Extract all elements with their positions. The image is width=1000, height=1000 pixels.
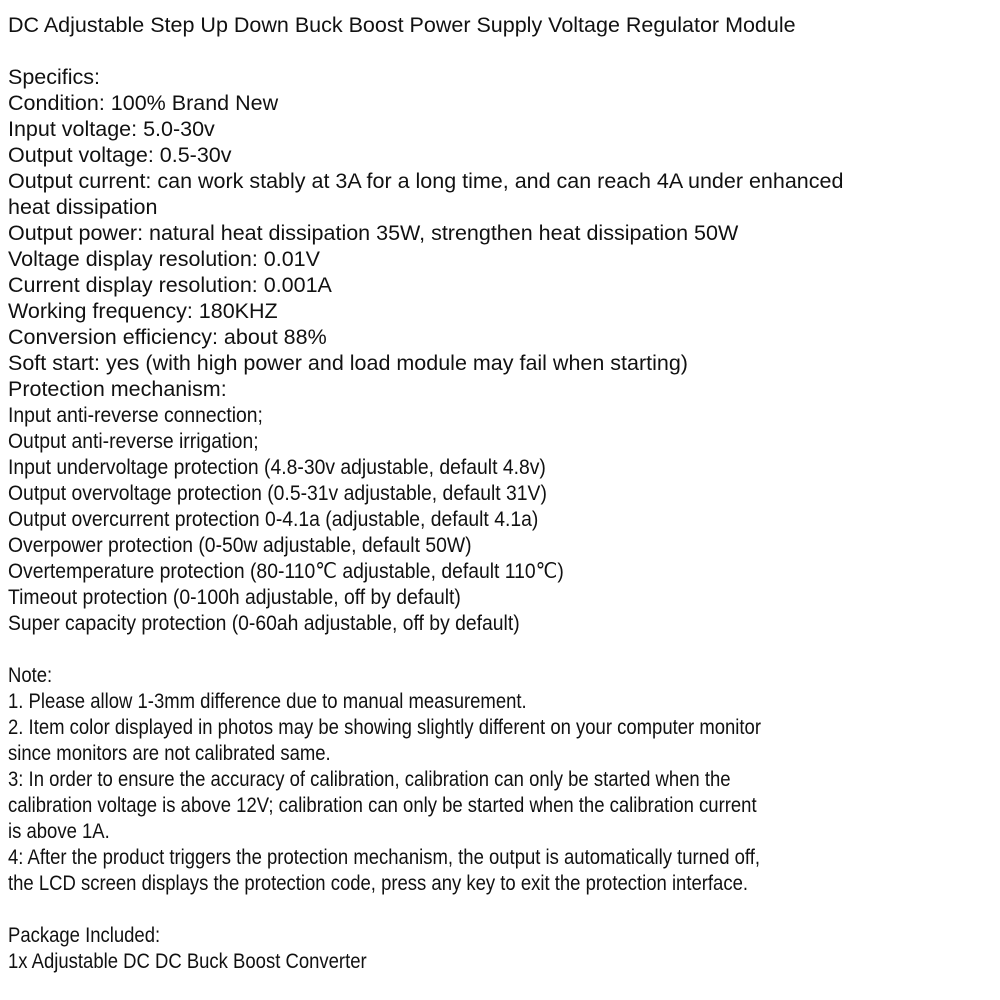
protection-input-undervoltage: Input undervoltage protection (4.8-30v adjustable, default 4.8v) <box>8 455 546 479</box>
spec-current-resolution: Current display resolution: 0.001A <box>8 273 332 297</box>
note-item-3-cont2: is above 1A. <box>8 819 110 843</box>
protection-timeout: Timeout protection (0-100h adjustable, off by default) <box>8 585 461 609</box>
spec-soft-start: Soft start: yes (with high power and load module may fail when starting) <box>8 351 688 375</box>
protection-output-anti-reverse: Output anti-reverse irrigation; <box>8 429 259 453</box>
spec-output-voltage: Output voltage: 0.5-30v <box>8 143 232 167</box>
note-item-3: 3: In order to ensure the accuracy of calibration, calibration can only be started when the <box>8 767 731 791</box>
spacer <box>8 636 998 662</box>
protection-output-overvoltage: Output overvoltage protection (0.5-31v adjustable, default 31V) <box>8 481 547 505</box>
note-heading: Note: <box>8 663 53 687</box>
spacer <box>8 896 998 922</box>
note-item-2-cont: since monitors are not calibrated same. <box>8 741 331 765</box>
spec-output-current-cont: heat dissipation <box>8 195 158 219</box>
specifics-heading: Specifics: <box>8 65 101 89</box>
spec-working-frequency: Working frequency: 180KHZ <box>8 299 278 323</box>
note-item-2: 2. Item color displayed in photos may be showing slightly different on your computer monitor <box>8 715 762 739</box>
note-item-4-cont: the LCD screen displays the protection code, press any key to exit the protection interface. <box>8 871 749 895</box>
protection-overpower: Overpower protection (0-50w adjustable, default 50W) <box>8 533 472 557</box>
protection-super-capacity: Super capacity protection (0-60ah adjustable, off by default) <box>8 611 520 635</box>
spec-input-voltage: Input voltage: 5.0-30v <box>8 117 215 141</box>
spacer <box>8 38 998 64</box>
spec-voltage-resolution: Voltage display resolution: 0.01V <box>8 247 320 271</box>
spec-output-power: Output power: natural heat dissipation 35W, strengthen heat dissipation 50W <box>8 221 739 245</box>
protection-output-overcurrent: Output overcurrent protection 0-4.1a (adjustable, default 4.1a) <box>8 507 539 531</box>
protection-overtemperature: Overtemperature protection (80-110℃ adjustable, default 110℃) <box>8 559 564 583</box>
product-title: DC Adjustable Step Up Down Buck Boost Power Supply Voltage Regulator Module <box>8 13 796 37</box>
note-item-3-cont: calibration voltage is above 12V; calibration can only be started when the calibration current <box>8 793 757 817</box>
spec-condition: Condition: 100% Brand New <box>8 91 279 115</box>
note-item-1: 1. Please allow 1-3mm difference due to manual measurement. <box>8 689 527 713</box>
protection-input-anti-reverse: Input anti-reverse connection; <box>8 403 263 427</box>
spec-output-current: Output current: can work stably at 3A for a long time, and can reach 4A under enhanced <box>8 169 844 193</box>
note-item-4: 4: After the product triggers the protection mechanism, the output is automatically turned off, <box>8 845 761 869</box>
product-description <box>8 12 998 974</box>
package-heading: Package Included: <box>8 923 161 947</box>
package-item: 1x Adjustable DC DC Buck Boost Converter <box>8 949 367 973</box>
spec-conversion-efficiency: Conversion efficiency: about 88% <box>8 325 327 349</box>
spec-protection-heading: Protection mechanism: <box>8 377 227 401</box>
